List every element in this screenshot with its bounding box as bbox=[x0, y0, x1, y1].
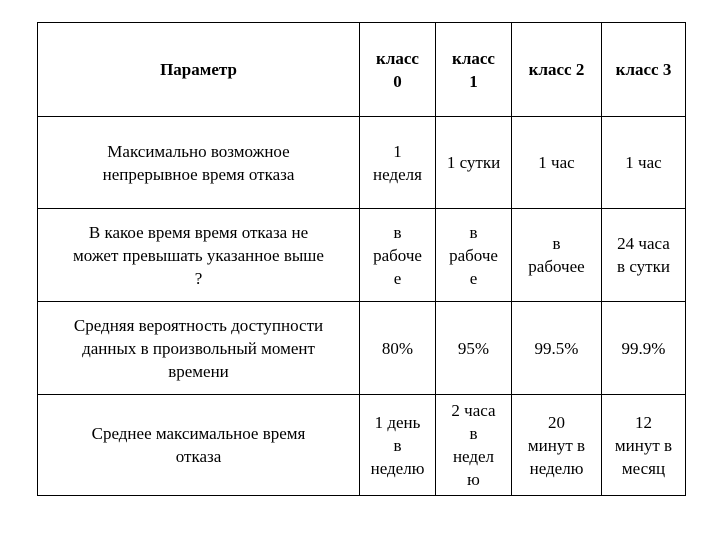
availability-classes-table bbox=[37, 22, 686, 496]
class-1-value: 2 часа в недел ю bbox=[451, 401, 496, 489]
class-2-value: 20 минут в неделю bbox=[527, 412, 586, 478]
header-class-0 bbox=[360, 23, 436, 117]
class-1-cell bbox=[436, 209, 512, 302]
row-param-text: Максимально возможное непрерывное время отказа bbox=[102, 141, 295, 184]
class-3-cell bbox=[602, 117, 686, 209]
class-2-value: 1 час bbox=[538, 153, 575, 172]
header-row bbox=[38, 23, 686, 117]
header-class-2 bbox=[512, 23, 602, 117]
row-param-text: Среднее максимальное время отказа bbox=[91, 424, 306, 466]
class-2-cell bbox=[512, 395, 602, 496]
class-1-value: в рабоче е bbox=[449, 222, 498, 288]
row-param-text: В какое время время отказа не может превышать указанное выше ? bbox=[73, 222, 324, 288]
row-param-text: Средняя вероятность доступности данных в произвольный момент времени bbox=[73, 315, 324, 381]
class-0-value: 1 день в неделю bbox=[370, 412, 425, 478]
class-2-cell bbox=[512, 117, 602, 209]
class-0-value: в рабоче е bbox=[373, 222, 422, 288]
class-1-value: 1 сутки bbox=[446, 153, 501, 172]
class-3-value: 24 часа в сутки bbox=[617, 234, 670, 276]
header-class-3 bbox=[602, 23, 686, 117]
class-3-cell bbox=[602, 395, 686, 496]
row-param-cell bbox=[38, 302, 360, 395]
table-row bbox=[38, 209, 686, 302]
class-0-cell bbox=[360, 395, 436, 496]
table-row bbox=[38, 302, 686, 395]
header-parameter bbox=[38, 23, 360, 117]
class-1-cell bbox=[436, 395, 512, 496]
row-param-cell bbox=[38, 209, 360, 302]
class-2-value: 99.5% bbox=[534, 338, 579, 358]
header-parameter-label: Параметр bbox=[160, 60, 237, 79]
class-3-value: 12 минут в месяц bbox=[614, 412, 673, 478]
header-class-3-label: класс 3 bbox=[615, 60, 672, 79]
header-class-2-label: класс 2 bbox=[528, 60, 585, 79]
class-0-value: 1 неделя bbox=[373, 141, 422, 184]
class-3-cell bbox=[602, 302, 686, 395]
header-class-1 bbox=[436, 23, 512, 117]
class-0-cell bbox=[360, 302, 436, 395]
class-0-value: 80% bbox=[381, 338, 414, 358]
header-class-0-label: класс 0 bbox=[376, 48, 419, 91]
class-3-value: 99.9% bbox=[621, 338, 666, 358]
header-class-1-label: класс 1 bbox=[452, 48, 495, 91]
row-param-cell bbox=[38, 117, 360, 209]
class-2-cell bbox=[512, 302, 602, 395]
class-3-cell bbox=[602, 209, 686, 302]
table-row bbox=[38, 395, 686, 496]
table-row bbox=[38, 117, 686, 209]
class-1-value: 95% bbox=[457, 338, 490, 358]
class-3-value: 1 час bbox=[625, 153, 662, 172]
class-2-cell bbox=[512, 209, 602, 302]
class-1-cell bbox=[436, 117, 512, 209]
class-0-cell bbox=[360, 209, 436, 302]
class-2-value: в рабочее bbox=[528, 234, 585, 276]
class-0-cell bbox=[360, 117, 436, 209]
row-param-cell bbox=[38, 395, 360, 496]
class-1-cell bbox=[436, 302, 512, 395]
